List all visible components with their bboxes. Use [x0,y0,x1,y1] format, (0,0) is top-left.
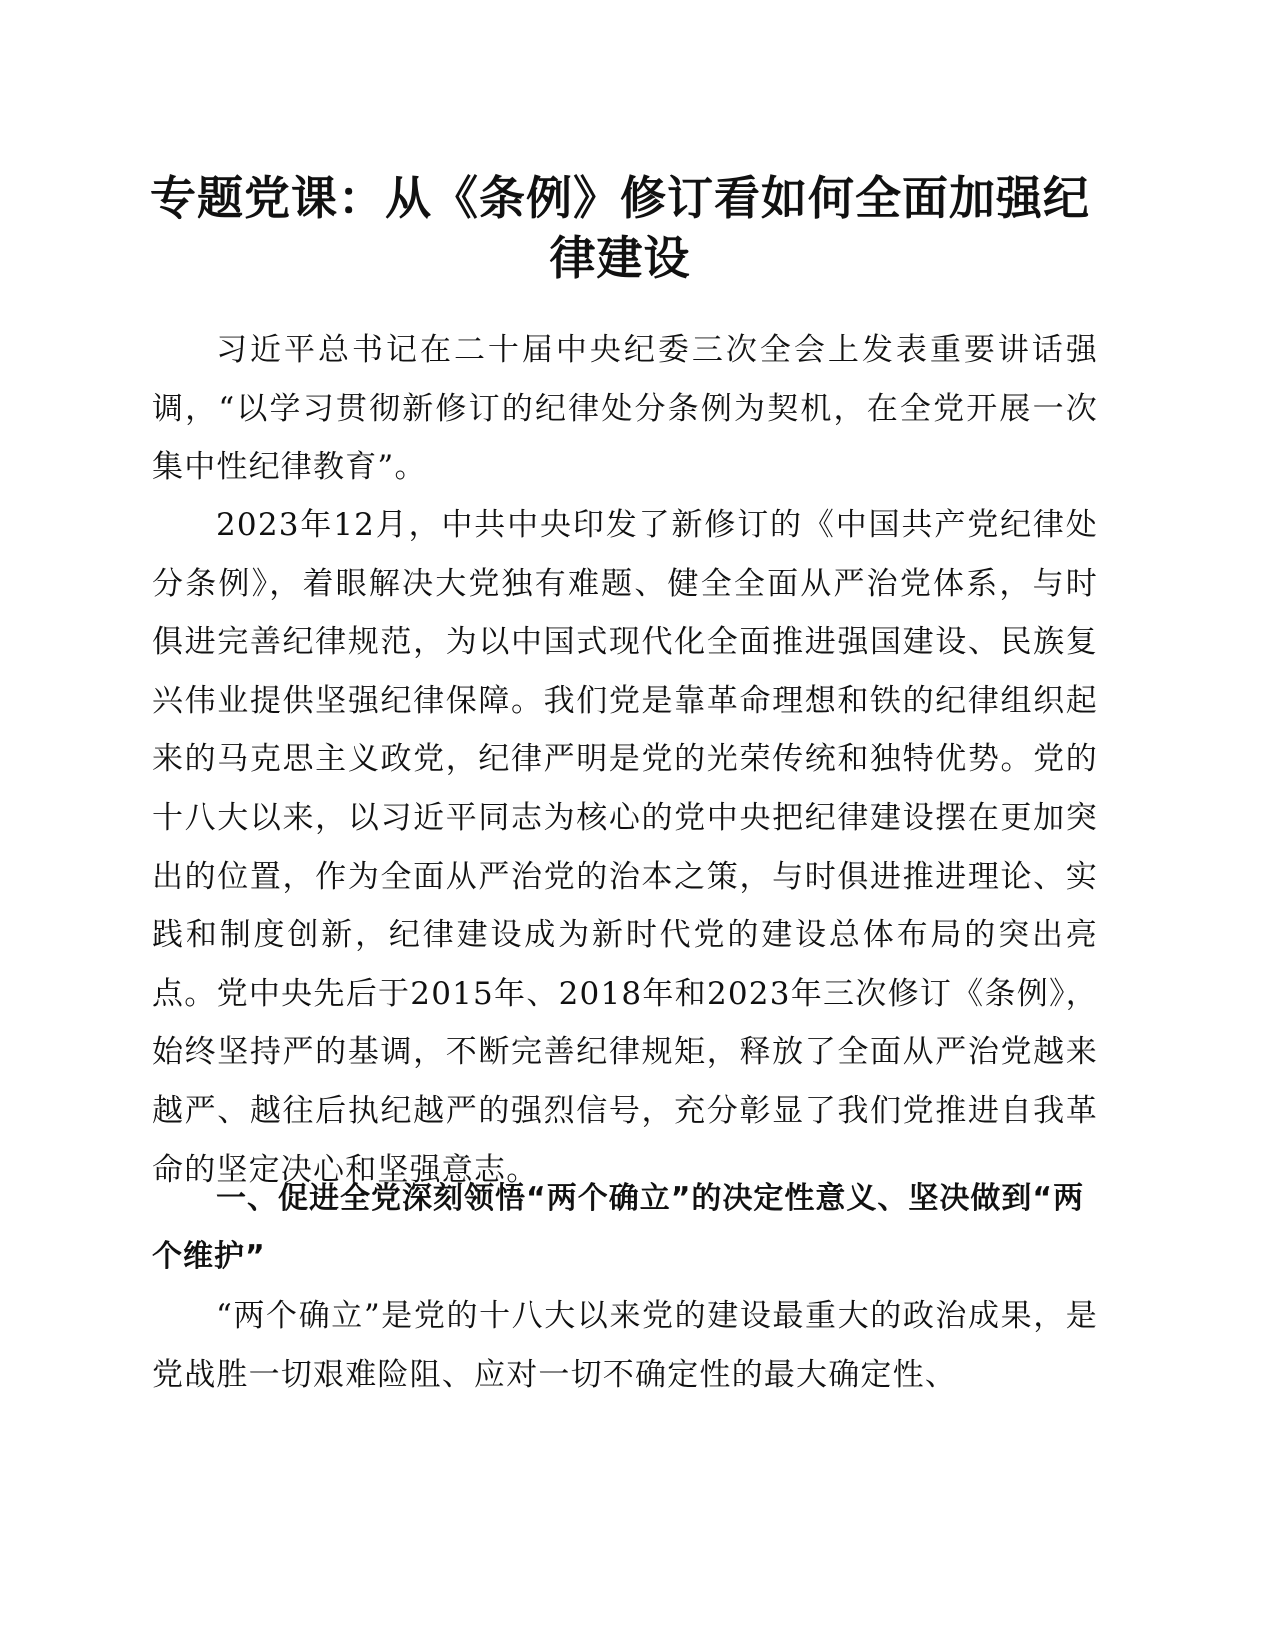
section-1-paragraph: “两个确立”是党的十八大以来党的建设最重大的政治成果，是党战胜一切艰难险阻、应对一切不确定性的最大确定性、 [152,1298,1098,1393]
paragraph-background: 2023年12月，中共中央印发了新修订的《中国共产党纪律处分条例》，着眼解决大党独有难题、健全全面从严治党体系，与时俱进完善纪律规范，为以中国式现代化全面推进强国建设、民族复兴伟业提供坚强纪律保障。我们党是靠革命理想和铁的纪律组织起来的马克思主义政党，纪律严明是党的光荣传统和独特优势。党的十八大以来，以习近平同志为核心的党中央把纪律建设摆在更加突出的位置，作为全面从严治党的治本之策，与时俱进推进理论、实践和制度创新，纪律建设成为新时代党的建设总体布局的突出亮点。党中央先后于2015年、2018年和2023年三次修订《条例》，始终坚持严的基调，不断完善纪律规矩，释放了全面从严治党越来越严、越往后执纪越严的强烈信号，充分彰显了我们党推进自我革命的坚定决心和坚强意志。 [152,507,1098,1188]
document-title: 专题党课：从《条例》修订看如何全面加强纪律建设 [150,171,1090,285]
paragraph-intro: 习近平总书记在二十届中央纪委三次全会上发表重要讲话强调，“以学习贯彻新修订的纪律处分条例为契机，在全党开展一次集中性纪律教育”。 [152,332,1098,486]
section-heading-1: 一、促进全党深刻领悟“两个确立”的决定性意义、坚决做到“两个维护” [152,1181,1085,1274]
